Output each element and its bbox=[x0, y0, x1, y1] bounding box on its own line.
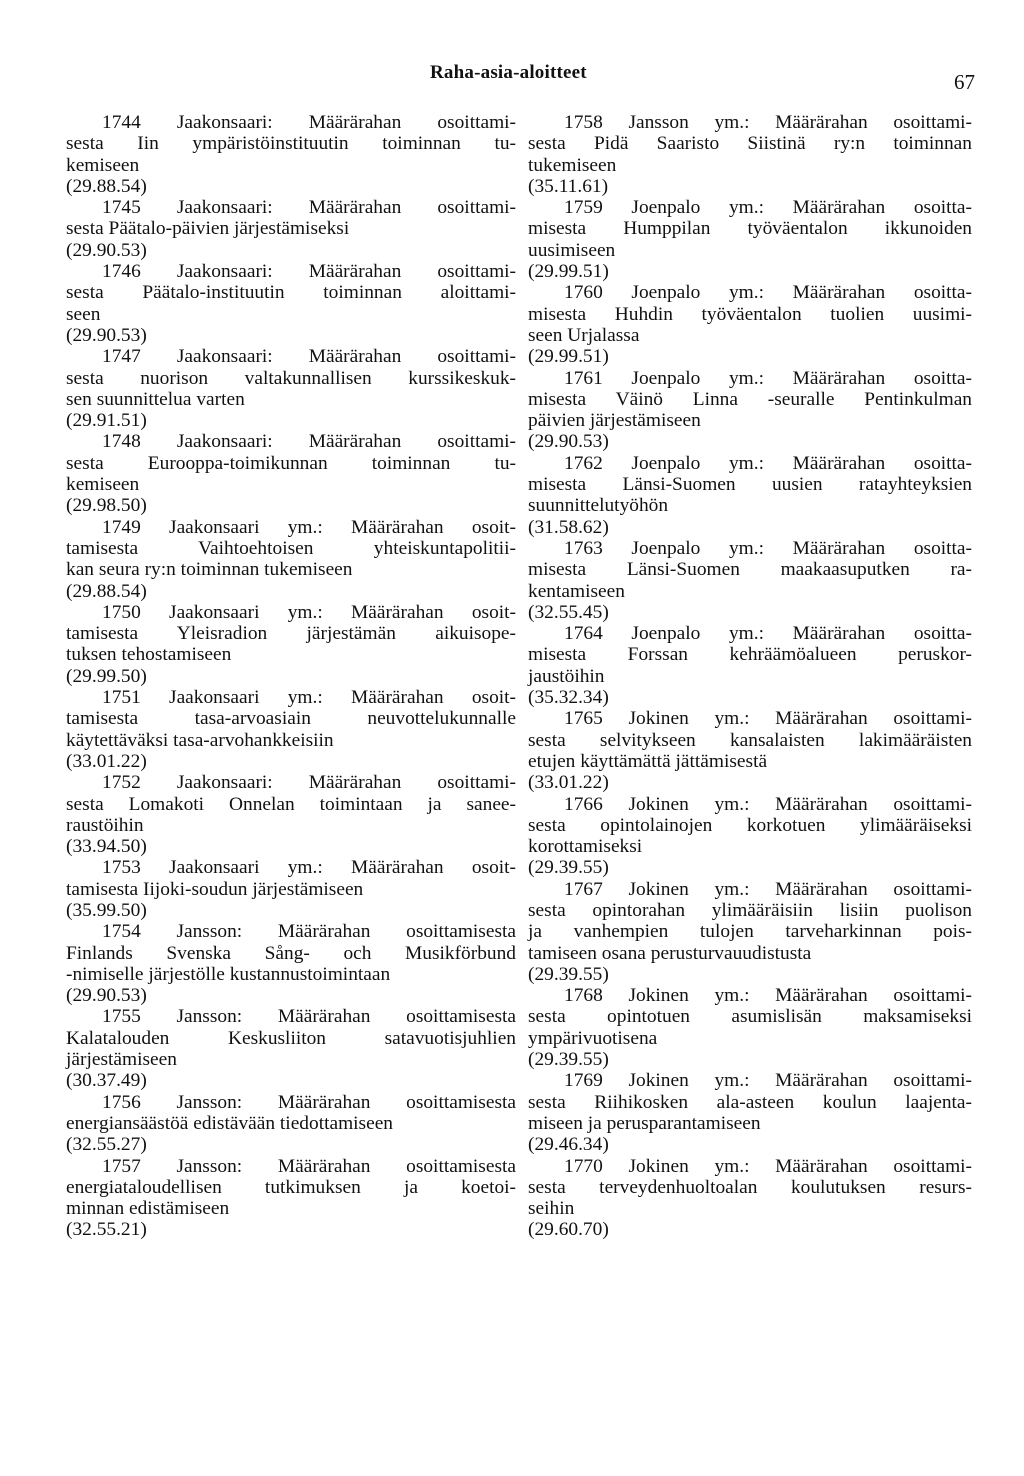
budget-reference: (29.98.50) bbox=[66, 495, 147, 517]
motion-entry bbox=[66, 261, 516, 346]
budget-reference: (35.99.50) bbox=[66, 899, 147, 921]
budget-reference: (29.90.53) bbox=[66, 239, 147, 261]
budget-reference: (29.60.70) bbox=[528, 1219, 609, 1241]
budget-reference: (29.88.54) bbox=[66, 580, 147, 602]
left-column bbox=[66, 112, 516, 1241]
entry-text-line: misesta Humppilan työväentalon ikkunoiden bbox=[528, 218, 972, 240]
budget-reference: (29.90.53) bbox=[66, 985, 147, 1007]
running-title: Raha-asia-aloitteet bbox=[430, 62, 587, 83]
entry-text-line: energiataloudellisen tutkimuksen ja koetoi- bbox=[66, 1176, 516, 1198]
entry-heading-line: 1758 Jansson ym.: Määrärahan osoittami- bbox=[564, 112, 972, 133]
budget-reference: (35.11.61) bbox=[528, 175, 609, 197]
entry-heading-line: 1760 Joenpalo ym.: Määrärahan osoitta- bbox=[564, 282, 972, 304]
motion-entry bbox=[528, 708, 972, 793]
budget-reference: (30.37.49) bbox=[66, 1070, 147, 1092]
entry-text-line: misesta Huhdin työväentalon tuolien uusimi- bbox=[528, 303, 972, 325]
entry-text-line: Kalatalouden Keskusliiton satavuotisjuhlien bbox=[66, 1027, 516, 1049]
motion-entry bbox=[66, 687, 516, 772]
motion-entry bbox=[66, 112, 516, 197]
page-header bbox=[0, 62, 1024, 92]
entry-text-line: raustöihin bbox=[66, 814, 144, 836]
motion-entry bbox=[66, 772, 516, 857]
entry-heading-line: 1764 Joenpalo ym.: Määrärahan osoitta- bbox=[564, 623, 972, 645]
page-number: 67 bbox=[954, 70, 975, 94]
budget-reference: (29.90.53) bbox=[66, 324, 147, 346]
entry-text-line: ympärivuotisena bbox=[528, 1027, 658, 1049]
entry-text-line: sesta nuorison valtakunnallisen kurssikeskuk- bbox=[66, 367, 516, 389]
entry-text-line: sen suunnittelua varten bbox=[66, 388, 245, 410]
entry-heading-line: 1759 Joenpalo ym.: Määrärahan osoitta- bbox=[564, 197, 972, 219]
entry-text-line: etujen käyttämättä jättämisestä bbox=[528, 750, 768, 772]
entry-heading-line: 1761 Joenpalo ym.: Määrärahan osoitta- bbox=[564, 367, 972, 389]
entry-text-line: sesta opintorahan ylimääräisiin lisiin puolison bbox=[528, 899, 972, 921]
motion-entry bbox=[66, 197, 516, 261]
budget-reference: (29.39.55) bbox=[528, 857, 609, 879]
entry-heading-line: 1751 Jaakonsaari ym.: Määrärahan osoit- bbox=[102, 687, 516, 709]
entry-text-line: seen Urjalassa bbox=[528, 324, 640, 346]
motion-entry bbox=[66, 602, 516, 687]
budget-reference: (29.99.51) bbox=[528, 346, 609, 368]
entry-text-line: sesta Päätalo-instituutin toiminnan aloittami- bbox=[66, 282, 516, 304]
budget-reference: (29.99.51) bbox=[528, 261, 609, 283]
entry-text-line: seen bbox=[66, 303, 101, 325]
entry-text-line: sesta Päätalo-päivien järjestämiseksi bbox=[66, 218, 350, 240]
entry-text-line: uusimiseen bbox=[528, 239, 616, 261]
entry-heading-line: 1747 Jaakonsaari: Määrärahan osoittami- bbox=[102, 346, 516, 368]
motion-entry bbox=[528, 879, 972, 985]
motion-entry bbox=[528, 794, 972, 879]
entry-text-line: jaustöihin bbox=[528, 665, 605, 687]
entry-heading-line: 1763 Joenpalo ym.: Määrärahan osoitta- bbox=[564, 537, 972, 559]
budget-reference: (29.99.50) bbox=[66, 665, 147, 687]
motion-entry bbox=[528, 282, 972, 367]
budget-reference: (32.55.21) bbox=[66, 1219, 147, 1241]
motion-entry bbox=[66, 1092, 516, 1156]
entry-heading-line: 1756 Jansson: Määrärahan osoittamisesta bbox=[102, 1091, 516, 1113]
budget-reference: (29.91.51) bbox=[66, 410, 147, 432]
entry-text-line: sesta Iin ympäristöinstituutin toiminnan tu- bbox=[66, 133, 516, 155]
motion-entry bbox=[528, 623, 972, 708]
entry-heading-line: 1750 Jaakonsaari ym.: Määrärahan osoit- bbox=[102, 601, 516, 623]
entry-text-line: misesta Länsi-Suomen uusien ratayhteyksien bbox=[528, 474, 972, 496]
entry-heading-line: 1752 Jaakonsaari: Määrärahan osoittami- bbox=[102, 772, 516, 794]
motion-entry bbox=[528, 538, 972, 623]
entry-text-line: kentamiseen bbox=[528, 580, 625, 602]
entry-text-line: järjestämiseen bbox=[66, 1049, 177, 1071]
motion-entry bbox=[66, 857, 516, 921]
entry-heading-line: 1768 Jokinen ym.: Määrärahan osoittami- bbox=[564, 985, 972, 1007]
entry-text-line: sesta Eurooppa-toimikunnan toiminnan tu- bbox=[66, 452, 516, 474]
motion-entry bbox=[66, 1156, 516, 1241]
budget-reference: (29.39.55) bbox=[528, 1049, 609, 1071]
entry-heading-line: 1770 Jokinen ym.: Määrärahan osoittami- bbox=[564, 1155, 972, 1177]
budget-reference: (35.32.34) bbox=[528, 687, 609, 709]
entry-text-line: misesta Forssan kehräämöalueen peruskor- bbox=[528, 644, 972, 666]
budget-reference: (33.01.22) bbox=[66, 750, 147, 772]
entry-text-line: päivien järjestämiseen bbox=[528, 410, 701, 432]
entry-heading-line: 1769 Jokinen ym.: Määrärahan osoittami- bbox=[564, 1070, 972, 1092]
entry-text-line: sesta terveydenhuoltoalan koulutuksen resurs- bbox=[528, 1176, 972, 1198]
motion-entry bbox=[66, 517, 516, 602]
entry-text-line: kemiseen bbox=[66, 474, 140, 496]
entry-text-line: sesta opintolainojen korkotuen ylimääräiseksi bbox=[528, 814, 972, 836]
entry-text-line: sesta Lomakoti Onnelan toimintaan ja sanee- bbox=[66, 793, 516, 815]
entry-text-line: käytettäväksi tasa-arvohankkeisiin bbox=[66, 729, 334, 751]
entry-text-line: suunnittelutyöhön bbox=[528, 495, 669, 517]
motion-entry bbox=[528, 1156, 972, 1241]
entry-text-line: tuksen tehostamiseen bbox=[66, 644, 232, 666]
budget-reference: (29.46.34) bbox=[528, 1134, 609, 1156]
budget-reference: (32.55.45) bbox=[528, 601, 609, 623]
motion-entry bbox=[66, 921, 516, 1006]
entry-text-line: tamisesta Yleisradion järjestämän aikuisope- bbox=[66, 623, 516, 645]
entry-text-line: misesta Länsi-Suomen maakaasuputken ra- bbox=[528, 559, 972, 581]
entry-text-line: Finlands Svenska Sång- och Musikförbund bbox=[66, 942, 516, 964]
entry-text-line: tamisesta Iijoki-soudun järjestämiseen bbox=[66, 878, 364, 900]
entry-heading-line: 1748 Jaakonsaari: Määrärahan osoittami- bbox=[102, 431, 516, 453]
entry-heading-line: 1757 Jansson: Määrärahan osoittamisesta bbox=[102, 1155, 516, 1177]
entry-text-line: misesta Väinö Linna -seuralle Pentinkulman bbox=[528, 388, 972, 410]
motion-entry bbox=[528, 197, 972, 282]
entry-text-line: -nimiselle järjestölle kustannustoimintaan bbox=[66, 963, 391, 985]
motion-entry bbox=[66, 346, 516, 431]
entry-heading-line: 1767 Jokinen ym.: Määrärahan osoittami- bbox=[564, 878, 972, 900]
entry-text-line: tamiseen osana perusturvauudistusta bbox=[528, 942, 812, 964]
budget-reference: (29.88.54) bbox=[66, 175, 147, 197]
motion-entry bbox=[528, 112, 972, 197]
entry-text-line: sesta Pidä Saaristo Siistinä ry:n toiminnan bbox=[528, 133, 972, 155]
budget-reference: (33.01.22) bbox=[528, 772, 609, 794]
entry-heading-line: 1766 Jokinen ym.: Määrärahan osoittami- bbox=[564, 793, 972, 815]
right-column bbox=[528, 112, 972, 1241]
entry-text-line: energiansäästöä edistävään tiedottamiseen bbox=[66, 1112, 393, 1134]
motion-entry bbox=[528, 1070, 972, 1155]
entry-heading-line: 1745 Jaakonsaari: Määrärahan osoittami- bbox=[102, 197, 516, 219]
entry-text-line: tamisesta Vaihtoehtoisen yhteiskuntapolitii- bbox=[66, 537, 516, 559]
entry-heading-line: 1754 Jansson: Määrärahan osoittamisesta bbox=[102, 921, 516, 943]
entry-heading-line: 1755 Jansson: Määrärahan osoittamisesta bbox=[102, 1006, 516, 1028]
budget-reference: (29.90.53) bbox=[528, 431, 609, 453]
entry-text-line: sesta opintotuen asumislisän maksamiseksi bbox=[528, 1006, 972, 1028]
entry-heading-line: 1765 Jokinen ym.: Määrärahan osoittami- bbox=[564, 708, 972, 730]
entry-heading-line: 1749 Jaakonsaari ym.: Määrärahan osoit- bbox=[102, 516, 516, 538]
entry-heading-line: 1762 Joenpalo ym.: Määrärahan osoitta- bbox=[564, 452, 972, 474]
entry-text-line: ja vanhempien tulojen tarveharkinnan pois- bbox=[528, 921, 972, 943]
entry-text-line: sesta Riihikosken ala-asteen koulun laajenta- bbox=[528, 1091, 972, 1113]
budget-reference: (29.39.55) bbox=[528, 963, 609, 985]
entry-text-line: kan seura ry:n toiminnan tukemiseen bbox=[66, 559, 353, 581]
entry-text-line: tukemiseen bbox=[528, 154, 617, 176]
entry-heading-line: 1753 Jaakonsaari ym.: Määrärahan osoit- bbox=[102, 857, 516, 879]
entry-text-line: korottamiseksi bbox=[528, 836, 643, 858]
motion-entry bbox=[66, 431, 516, 516]
budget-reference: (33.94.50) bbox=[66, 836, 147, 858]
entry-text-line: seihin bbox=[528, 1198, 575, 1220]
entry-text-line: sesta selvitykseen kansalaisten lakimääräisten bbox=[528, 729, 972, 751]
entry-text-line: miseen ja perusparantamiseen bbox=[528, 1112, 761, 1134]
budget-reference: (32.55.27) bbox=[66, 1134, 147, 1156]
entry-heading-line: 1746 Jaakonsaari: Määrärahan osoittami- bbox=[102, 261, 516, 283]
entry-text-line: tamisesta tasa-arvoasiain neuvottelukunnalle bbox=[66, 708, 516, 730]
motion-entry bbox=[528, 453, 972, 538]
motion-entry bbox=[528, 368, 972, 453]
entry-heading-line: 1744 Jaakonsaari: Määrärahan osoittami- bbox=[102, 112, 516, 133]
entry-text-line: minnan edistämiseen bbox=[66, 1198, 230, 1220]
motion-entry bbox=[66, 1006, 516, 1091]
entry-text-line: kemiseen bbox=[66, 154, 140, 176]
budget-reference: (31.58.62) bbox=[528, 516, 609, 538]
motion-entry bbox=[528, 985, 972, 1070]
